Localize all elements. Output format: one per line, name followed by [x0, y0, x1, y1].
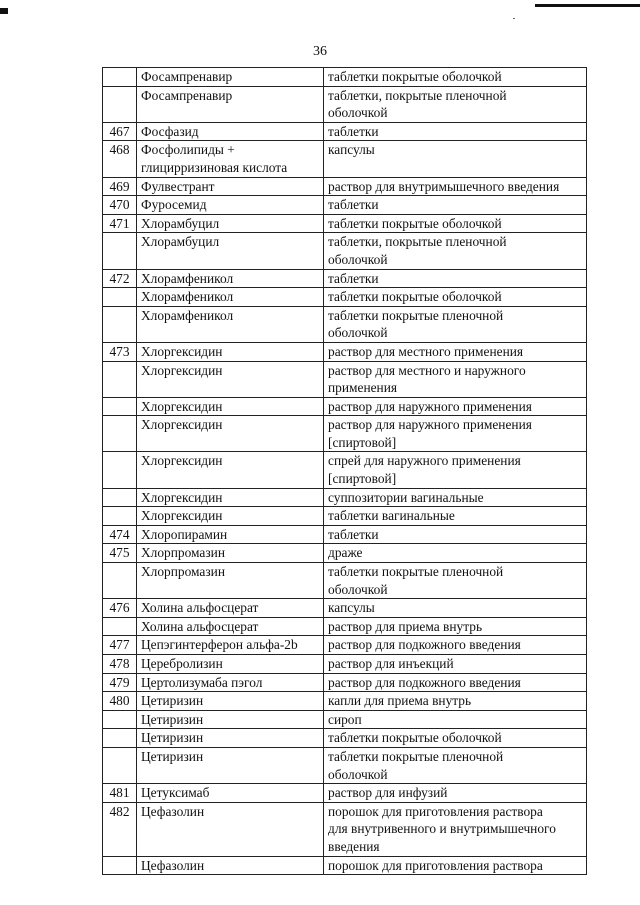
table-row	[103, 599, 587, 618]
table-row	[103, 214, 587, 233]
row-number-cell	[103, 710, 137, 729]
drug-name-cell: Хлоропирамин	[137, 525, 324, 544]
scan-artifact-left	[0, 8, 8, 14]
table-row	[103, 784, 587, 803]
row-number-cell: 470	[103, 196, 137, 215]
drug-name-cell: Хлорпромазин	[137, 544, 324, 563]
table-row	[103, 507, 587, 526]
drug-name-cell: Фулвестрант	[137, 177, 324, 196]
page-number: 36	[313, 44, 327, 59]
scan-artifact-right	[535, 4, 640, 7]
row-number-cell	[103, 617, 137, 636]
row-number-cell	[103, 361, 137, 397]
row-number-cell: 471	[103, 214, 137, 233]
row-number-cell	[103, 747, 137, 783]
dosage-form-cell: таблетки покрытые пленочной оболочкой	[324, 563, 587, 599]
dosage-form-cell: капсулы	[324, 599, 587, 618]
drug-name-cell: Цетуксимаб	[137, 784, 324, 803]
drug-name-cell: Цетиризин	[137, 692, 324, 711]
drug-name-cell: Цертолизумаба пэгол	[137, 673, 324, 692]
drug-name-cell: Хлоргексидин	[137, 416, 324, 452]
dosage-form-cell: раствор для местного и наружного применения	[324, 361, 587, 397]
row-number-cell: 478	[103, 655, 137, 674]
drug-name-cell: Хлорамбуцил	[137, 233, 324, 269]
row-number-cell: 473	[103, 342, 137, 361]
dosage-form-cell: порошок для приготовления раствора для внутривенного и внутримышечного введения	[324, 802, 587, 856]
row-number-cell: 472	[103, 269, 137, 288]
drug-name-cell: Фосампренавир	[137, 86, 324, 122]
drug-name-cell: Цетиризин	[137, 747, 324, 783]
table-row	[103, 802, 587, 856]
row-number-cell	[103, 856, 137, 875]
row-number-cell: 479	[103, 673, 137, 692]
drug-name-cell: Хлорпромазин	[137, 563, 324, 599]
drug-name-cell: Хлоргексидин	[137, 488, 324, 507]
drug-name-cell: Хлорамфеникол	[137, 269, 324, 288]
row-number-cell: 468	[103, 141, 137, 177]
table-row	[103, 68, 587, 87]
dosage-form-cell: таблетки, покрытые пленочной оболочкой	[324, 233, 587, 269]
table-row	[103, 177, 587, 196]
row-number-cell: 475	[103, 544, 137, 563]
drug-name-cell: Хлоргексидин	[137, 507, 324, 526]
dosage-form-cell: раствор для инфузий	[324, 784, 587, 803]
dosage-form-cell: раствор для приема внутрь	[324, 617, 587, 636]
table-row	[103, 141, 587, 177]
dosage-form-cell: таблетки покрытые пленочной оболочкой	[324, 306, 587, 342]
row-number-cell: 482	[103, 802, 137, 856]
dosage-form-cell: таблетки	[324, 122, 587, 141]
row-number-cell: 481	[103, 784, 137, 803]
dosage-form-cell: таблетки покрытые оболочкой	[324, 214, 587, 233]
drug-name-cell: Цепэгинтерферон альфа-2b	[137, 636, 324, 655]
drug-name-cell: Фосампренавир	[137, 68, 324, 87]
drug-table	[102, 67, 587, 875]
dosage-form-cell: таблетки	[324, 269, 587, 288]
table-row	[103, 86, 587, 122]
dosage-form-cell: раствор для местного применения	[324, 342, 587, 361]
dosage-form-cell: таблетки покрытые пленочной оболочкой	[324, 747, 587, 783]
row-number-cell	[103, 488, 137, 507]
dosage-form-cell: раствор для подкожного введения	[324, 673, 587, 692]
table-row	[103, 488, 587, 507]
row-number-cell	[103, 86, 137, 122]
dosage-form-cell: раствор для подкожного введения	[324, 636, 587, 655]
table-row	[103, 544, 587, 563]
drug-name-cell: Хлоргексидин	[137, 397, 324, 416]
drug-name-cell: Цефазолин	[137, 856, 324, 875]
table-row	[103, 196, 587, 215]
dosage-form-cell: таблетки	[324, 525, 587, 544]
dosage-form-cell: раствор для наружного применения	[324, 397, 587, 416]
drug-name-cell: Хлорамфеникол	[137, 306, 324, 342]
table-row	[103, 288, 587, 307]
dosage-form-cell: раствор для наружного применения [спиртовой]	[324, 416, 587, 452]
dosage-form-cell: раствор для инъекций	[324, 655, 587, 674]
drug-name-cell: Фосфолипиды + глицирризиновая кислота	[137, 141, 324, 177]
dosage-form-cell: капсулы	[324, 141, 587, 177]
row-number-cell: 474	[103, 525, 137, 544]
row-number-cell	[103, 416, 137, 452]
table-row	[103, 233, 587, 269]
dosage-form-cell: раствор для внутримышечного введения	[324, 177, 587, 196]
dosage-form-cell: таблетки вагинальные	[324, 507, 587, 526]
table-row	[103, 617, 587, 636]
drug-name-cell: Фуросемид	[137, 196, 324, 215]
dosage-form-cell: таблетки покрытые оболочкой	[324, 68, 587, 87]
table-row	[103, 673, 587, 692]
table-row	[103, 269, 587, 288]
dosage-form-cell: драже	[324, 544, 587, 563]
drug-name-cell: Хлоргексидин	[137, 361, 324, 397]
drug-name-cell: Цетиризин	[137, 729, 324, 748]
row-number-cell: 480	[103, 692, 137, 711]
drug-name-cell: Хлоргексидин	[137, 452, 324, 488]
table-row	[103, 729, 587, 748]
drug-name-cell: Холина альфосцерат	[137, 617, 324, 636]
row-number-cell	[103, 452, 137, 488]
row-number-cell: 476	[103, 599, 137, 618]
row-number-cell	[103, 233, 137, 269]
row-number-cell	[103, 306, 137, 342]
row-number-cell	[103, 563, 137, 599]
drug-name-cell: Церебролизин	[137, 655, 324, 674]
dosage-form-cell: капли для приема внутрь	[324, 692, 587, 711]
dosage-form-cell: суппозитории вагинальные	[324, 488, 587, 507]
table-row	[103, 525, 587, 544]
table-row	[103, 856, 587, 875]
table-row	[103, 122, 587, 141]
table-row	[103, 306, 587, 342]
row-number-cell: 467	[103, 122, 137, 141]
table-row	[103, 692, 587, 711]
table-row	[103, 655, 587, 674]
row-number-cell: 477	[103, 636, 137, 655]
drug-name-cell: Цетиризин	[137, 710, 324, 729]
drug-name-cell: Хлорамфеникол	[137, 288, 324, 307]
dosage-form-cell: спрей для наружного применения [спиртовой]	[324, 452, 587, 488]
dosage-form-cell: таблетки, покрытые пленочной оболочкой	[324, 86, 587, 122]
table-row	[103, 416, 587, 452]
drug-name-cell: Фосфазид	[137, 122, 324, 141]
table-row	[103, 636, 587, 655]
row-number-cell: 469	[103, 177, 137, 196]
dosage-form-cell: порошок для приготовления раствора	[324, 856, 587, 875]
dosage-form-cell: сироп	[324, 710, 587, 729]
dosage-form-cell: таблетки покрытые оболочкой	[324, 729, 587, 748]
row-number-cell	[103, 507, 137, 526]
drug-name-cell: Хлорамбуцил	[137, 214, 324, 233]
table-row	[103, 710, 587, 729]
table-row	[103, 361, 587, 397]
dosage-form-cell: таблетки покрытые оболочкой	[324, 288, 587, 307]
table-row	[103, 397, 587, 416]
table-row	[103, 747, 587, 783]
scan-artifact-dot	[513, 18, 515, 19]
table-row	[103, 342, 587, 361]
row-number-cell	[103, 729, 137, 748]
row-number-cell	[103, 68, 137, 87]
drug-name-cell: Хлоргексидин	[137, 342, 324, 361]
drug-name-cell: Цефазолин	[137, 802, 324, 856]
drug-table-body	[103, 68, 587, 875]
table-row	[103, 452, 587, 488]
dosage-form-cell: таблетки	[324, 196, 587, 215]
row-number-cell	[103, 288, 137, 307]
table-row	[103, 563, 587, 599]
row-number-cell	[103, 397, 137, 416]
drug-name-cell: Холина альфосцерат	[137, 599, 324, 618]
